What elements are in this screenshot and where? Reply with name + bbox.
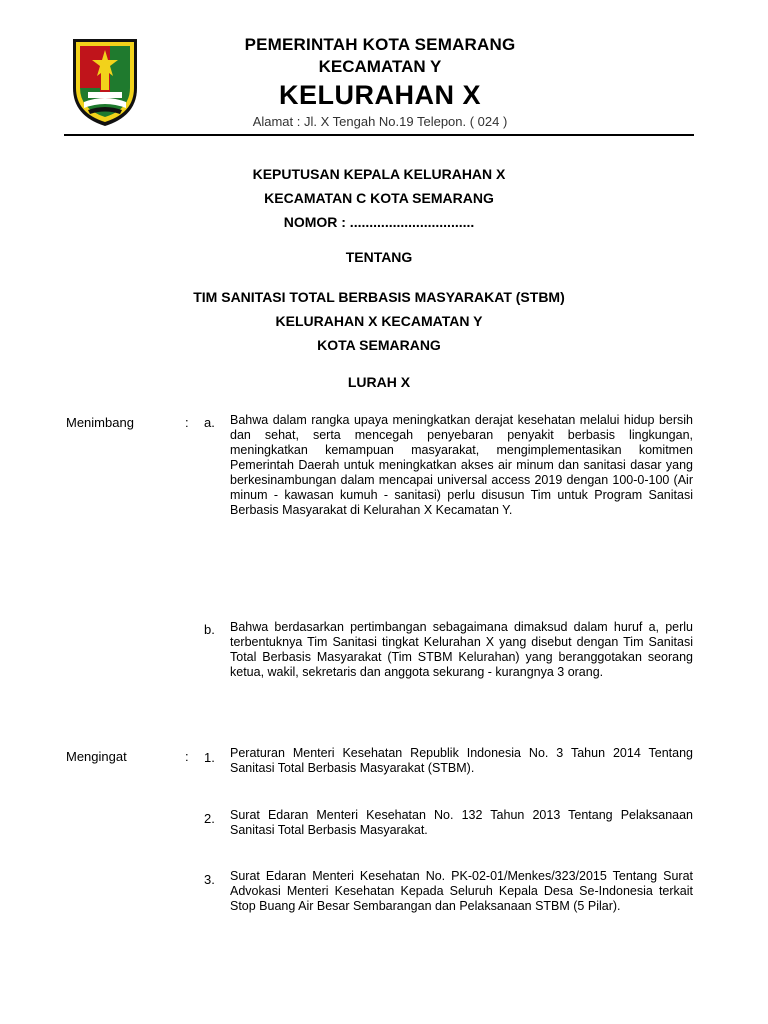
mengingat-colon: : bbox=[185, 749, 189, 764]
decree-number: NOMOR : ................................ bbox=[283, 214, 475, 230]
menimbang-marker-a: a. bbox=[204, 415, 215, 430]
decree-subject-line: KOTA SEMARANG bbox=[317, 337, 441, 353]
header-district: KECAMATAN Y bbox=[318, 57, 442, 76]
decree-subject-line: TIM SANITASI TOTAL BERBASIS MASYARAKAT (STBM) bbox=[193, 289, 565, 305]
letterhead bbox=[150, 34, 610, 131]
mengingat-marker-1: 1. bbox=[204, 750, 215, 765]
menimbang-colon: : bbox=[185, 415, 189, 430]
mengingat-marker-2: 2. bbox=[204, 811, 215, 826]
tentang-heading: TENTANG bbox=[345, 249, 413, 265]
mengingat-marker-3: 3. bbox=[204, 872, 215, 887]
decree-title bbox=[64, 162, 694, 234]
header-government: PEMERINTAH KOTA SEMARANG bbox=[244, 35, 516, 54]
decree-subject-line: KELURAHAN X KECAMATAN Y bbox=[275, 313, 483, 329]
decree-subject bbox=[64, 285, 694, 357]
header-village: KELURAHAN X bbox=[278, 80, 481, 110]
lurah-heading: LURAH X bbox=[347, 374, 411, 390]
mengingat-item-2: Surat Edaran Menteri Kesehatan No. 132 Tahun 2013 Tentang Pelaksanaan Sanitasi Total Berbasis Masyarakat. bbox=[230, 808, 693, 837]
decree-title-line: KEPUTUSAN KEPALA KELURAHAN X bbox=[252, 166, 506, 182]
header-address: Alamat : Jl. X Tengah No.19 Telepon. ( 024 ) bbox=[252, 114, 508, 129]
city-emblem-icon bbox=[70, 36, 140, 128]
menimbang-marker-b: b. bbox=[204, 622, 215, 637]
menimbang-item-b: Bahwa berdasarkan pertimbangan sebagaimana dimaksud dalam huruf a, perlu terbentuknya Tim Sanitasi tingkat Kelurahan X yang disebut dengan Tim Sanitasi Total Berbasis Masyarakat (Tim STBM Kelurahan) yang beranggotakan seorang ketua, wakil, sekretaris dan anggota sekurang - kurangnya 3 orang. bbox=[230, 620, 693, 679]
mengingat-item-3: Surat Edaran Menteri Kesehatan No. PK-02-01/Menkes/323/2015 Tentang Surat Advokasi Menteri Kesehatan Kepada Seluruh Kepala Desa Se-Indonesia terkait Stop Buang Air Besar Sembarangan dan Pelaksanaan STBM (5 Pilar). bbox=[230, 869, 693, 913]
letterhead-divider bbox=[64, 134, 694, 136]
decree-title-line: KECAMATAN C KOTA SEMARANG bbox=[264, 190, 494, 206]
menimbang-item-a: Bahwa dalam rangka upaya meningkatkan derajat kesehatan melalui hidup bersih dan sehat, serta mencegah penyebaran penyakit berbasis lingkungan, meningkatkan kemampuan masyarakat, mengimplementasikan komitmen Pemerintah Daerah untuk meningkatkan akses air minum dan sanitasi dasar yang berkesinambungan dalam mencapai universal access 2019 dengan 100-0-100 (Air minum - kawasan kumuh - sanitasi) perlu disusun Tim untuk Program Sanitasi Berbasis Masyarakat di Kelurahan X Kecamatan Y. bbox=[230, 413, 693, 517]
mengingat-item-1: Peraturan Menteri Kesehatan Republik Indonesia No. 3 Tahun 2014 Tentang Sanitasi Total Berbasis Masyarakat (STBM). bbox=[230, 746, 693, 775]
mengingat-label: Mengingat bbox=[66, 749, 127, 764]
menimbang-label: Menimbang bbox=[66, 415, 134, 430]
